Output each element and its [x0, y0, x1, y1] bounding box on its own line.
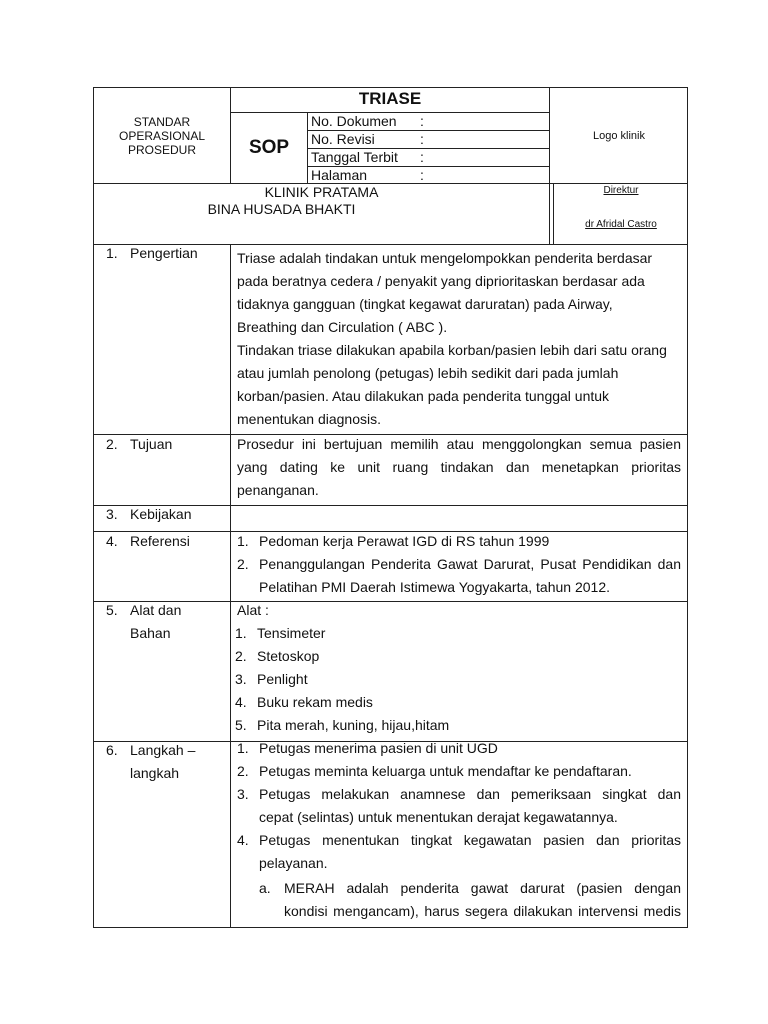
director-title: Direktur — [603, 185, 639, 196]
list-item: Pita merah, kuning, hijau,hitam — [257, 717, 450, 733]
list-item: Tensimeter — [257, 625, 326, 641]
alat-heading: Alat : — [237, 602, 269, 618]
text-line: penanganan. — [237, 482, 319, 498]
sub-list-item: MERAH adalah penderita gawat darurat (pasien dengan — [284, 880, 681, 896]
list-number: 3. — [235, 671, 247, 687]
row-number: 6. — [106, 742, 118, 758]
list-item: Petugas melakukan anamnese dan pemeriksaan singkat dan — [259, 786, 681, 802]
field-halaman — [311, 166, 367, 184]
row-number: 3. — [106, 506, 118, 522]
clinic-name — [94, 184, 549, 218]
label-line: OPERASIONAL — [118, 129, 206, 143]
label-line: PROSEDUR — [127, 143, 196, 157]
tujuan-text — [237, 433, 681, 502]
row-label-referensi: Referensi — [130, 533, 190, 549]
list-item-continued: pelayanan. — [259, 855, 328, 871]
row-label-langkah — [130, 739, 195, 785]
list-item: Petugas meminta keluarga untuk mendaftar ke pendaftaran. — [259, 763, 632, 779]
field-label: No. Dokumen — [311, 113, 397, 129]
text-line: atau jumlah penolong (petugas) lebih sedikit dari pada jumlah — [237, 365, 619, 381]
list-number: 2. — [237, 556, 249, 572]
sub-list-letter: a. — [259, 880, 271, 896]
label-line: Alat dan — [130, 602, 182, 618]
field-label: Tanggal Terbit — [311, 149, 398, 165]
alat-list — [235, 599, 681, 739]
director-name: dr Afridal Castro — [585, 219, 657, 230]
clinic-name-line2: BINA HUSADA BHAKTI — [207, 201, 356, 217]
row-number: 2. — [106, 436, 118, 452]
document-title: TRIASE — [358, 89, 422, 108]
sop-label: SOP — [248, 137, 290, 158]
sub-list-item-continued: kondisi mengancam), harus segera dilakukan intervensi medis — [284, 903, 681, 919]
list-number: 4. — [237, 832, 249, 848]
field-sep: : — [420, 167, 424, 183]
sop-standard-label — [94, 115, 230, 157]
list-item: Buku rekam medis — [257, 694, 373, 710]
list-item: Stetoskop — [257, 648, 320, 664]
list-number: 3. — [237, 786, 249, 802]
text-line: Breathing dan Circulation ( ABC ). — [237, 319, 448, 335]
langkah-list — [237, 737, 681, 927]
referensi-list — [237, 530, 681, 600]
label-line: Bahan — [130, 625, 171, 641]
field-tanggal-terbit — [311, 148, 398, 166]
pengertian-text — [237, 247, 681, 431]
label-line: STANDAR — [133, 115, 191, 129]
divider — [230, 244, 231, 928]
row-label-kebijakan: Kebijakan — [130, 506, 192, 522]
row-label-alat — [130, 599, 181, 645]
text-line: pada beratnya cedera / penyakit yang diprioritaskan berdasar ada — [237, 273, 645, 289]
field-sep: : — [420, 113, 424, 129]
list-number: 1. — [235, 625, 247, 641]
list-item: Penanggulangan Penderita Gawat Darurat, Pusat Pendidikan dan — [259, 556, 681, 572]
label-line: Langkah – — [130, 742, 196, 758]
clinic-logo-placeholder: Logo klinik — [593, 130, 645, 142]
field-label: No. Revisi — [311, 131, 375, 147]
field-sep: : — [420, 149, 424, 165]
text-line: korban/pasien. Atau dilakukan pada penderita tunggal untuk — [237, 388, 610, 404]
list-item: Pedoman kerja Perawat IGD di RS tahun 1999 — [259, 533, 550, 549]
clinic-name-line1: KLINIK PRATAMA — [264, 184, 379, 200]
field-no-revisi — [311, 130, 375, 148]
list-item-continued: cepat (selintas) untuk menentukan derajat kegawatannya. — [259, 809, 618, 825]
row-label-pengertian: Pengertian — [130, 245, 198, 261]
list-number: 1. — [237, 740, 249, 756]
row-number: 5. — [106, 602, 118, 618]
list-number: 2. — [237, 763, 249, 779]
list-number: 4. — [235, 694, 247, 710]
list-item-continued: Pelatihan PMI Daerah Istimewa Yogyakarta, tahun 2012. — [259, 579, 610, 595]
row-label-tujuan: Tujuan — [130, 436, 173, 452]
text-line: Triase adalah tindakan untuk mengelompokkan penderita berdasar — [237, 250, 653, 266]
list-number: 5. — [235, 717, 247, 733]
list-number: 2. — [235, 648, 247, 664]
list-item: Petugas menentukan tingkat kegawatan pasien dan prioritas — [259, 832, 681, 848]
text-line: yang dating ke unit ruang tindakan dan menetapkan prioritas — [237, 459, 681, 475]
text-line: tidaknya gangguan (tingkat kegawat daruratan) pada Airway, — [237, 296, 613, 312]
field-label: Halaman — [311, 167, 368, 183]
list-item: Penlight — [257, 671, 308, 687]
text-line: menentukan diagnosis. — [237, 411, 381, 427]
text-line: Tindakan triase dilakukan apabila korban/pasien lebih dari satu orang — [237, 342, 667, 358]
list-number: 1. — [237, 533, 249, 549]
field-sep: : — [420, 131, 424, 147]
row-number: 1. — [106, 245, 118, 261]
row-number: 4. — [106, 533, 118, 549]
label-line: langkah — [130, 765, 180, 781]
list-item: Petugas menerima pasien di unit UGD — [259, 740, 498, 756]
field-no-dokumen — [311, 112, 397, 130]
text-line: Prosedur ini bertujuan memilih atau menggolongkan semua pasien — [237, 436, 681, 452]
